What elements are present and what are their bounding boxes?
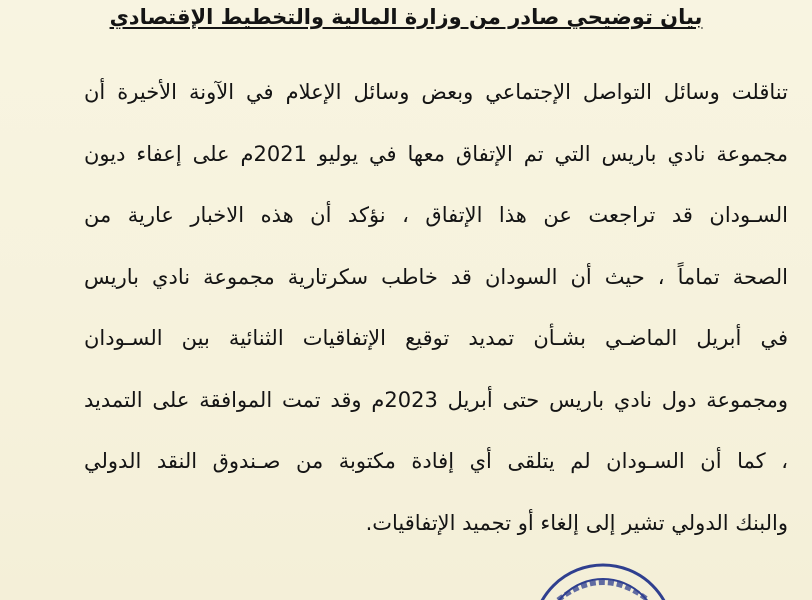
document-body <box>84 62 788 554</box>
body-line-1: تناقلت وسائل التواصل الإجتماعي وبعض وسائل الإعلام في الآونة الأخيرة أن <box>84 80 788 104</box>
body-line-5: في أبريل الماضـي بشـأن تمديد توقيع الإتفاقيات الثنائية بين السـودان <box>84 326 788 350</box>
document-title-text: بيان توضيحي صادر من وزارة المالية والتخطيط الإقتصادي <box>109 5 703 29</box>
body-line-2: مجموعة نادي باريس التي تم الإتفاق معها في يوليو 2021م على إعفاء ديون <box>84 141 788 166</box>
body-line-4: الصحة تماماً ، حيث أن السودان قد خاطب سكرتارية مجموعة نادي باريس <box>84 264 788 289</box>
official-stamp <box>528 560 678 600</box>
body-line-3: السـودان قد تراجعت عن هذا الإتفاق ، نؤكد أن هذه الاخبار عارية من <box>84 203 788 227</box>
document-title <box>0 0 812 34</box>
stamp-text-band <box>558 583 648 600</box>
body-line-8: والبنك الدولي تشير إلى إلغاء أو تجميد الإتفاقيات. <box>365 510 788 535</box>
body-line-6: ومجموعة دول نادي باريس حتى أبريل 2023م وقد تمت الموافقة على التمديد <box>84 387 788 412</box>
body-line-7: ، كما أن السـودان لم يتلقى أي إفادة مكتوبة من صـندوق النقد الدولي <box>84 449 788 473</box>
